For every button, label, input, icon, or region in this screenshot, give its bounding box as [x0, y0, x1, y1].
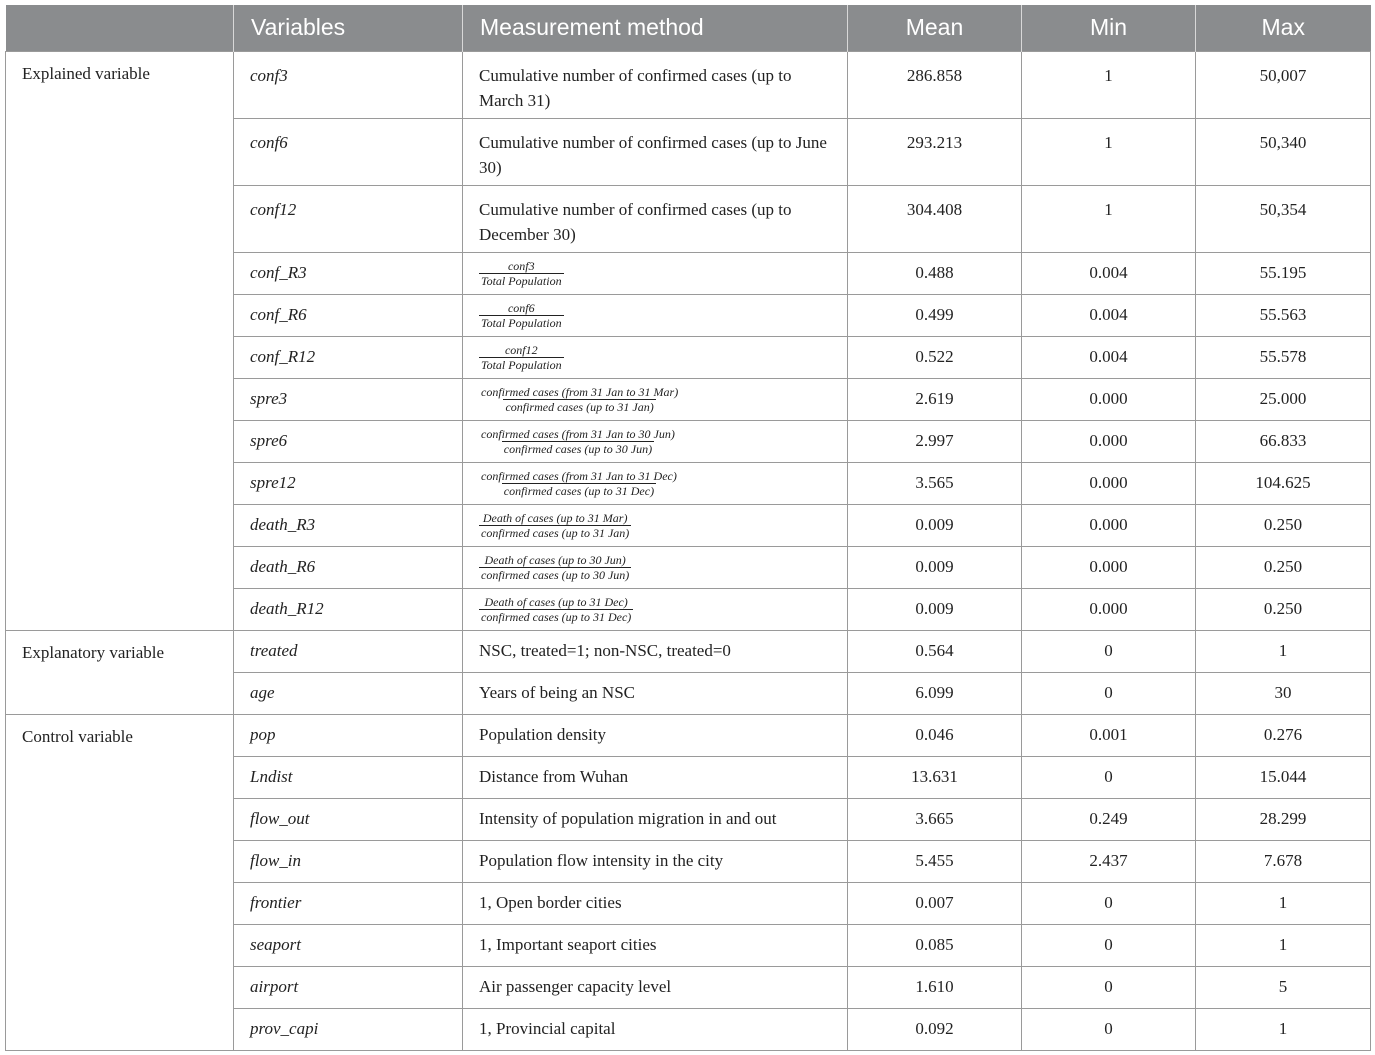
min-value: 0.001	[1022, 714, 1196, 756]
fraction-numerator: Death of cases (up to 31 Mar)	[482, 510, 628, 525]
fraction-denominator: confirmed cases (up to 31 Dec)	[503, 483, 655, 498]
max-value: 66.833	[1196, 420, 1371, 462]
variable-name: death_R3	[234, 504, 463, 546]
max-value: 1	[1196, 924, 1371, 966]
fraction-denominator: confirmed cases (up to 31 Dec)	[481, 609, 632, 624]
variable-name: death_R12	[234, 588, 463, 630]
variable-name: conf_R12	[234, 336, 463, 378]
variable-name: frontier	[234, 882, 463, 924]
min-value: 0.000	[1022, 420, 1196, 462]
measurement-method	[463, 294, 848, 336]
mean-value: 1.610	[848, 966, 1022, 1008]
measurement-method: Cumulative number of confirmed cases (up to March 31)	[463, 51, 848, 118]
max-value: 1	[1196, 630, 1371, 672]
mean-value: 0.564	[848, 630, 1022, 672]
mean-value: 13.631	[848, 756, 1022, 798]
measurement-method: 1, Provincial capital	[463, 1008, 848, 1050]
measurement-method: Distance from Wuhan	[463, 756, 848, 798]
min-value: 0	[1022, 630, 1196, 672]
measurement-method: Population density	[463, 714, 848, 756]
max-value: 28.299	[1196, 798, 1371, 840]
max-value: 1	[1196, 1008, 1371, 1050]
max-value: 1	[1196, 882, 1371, 924]
fraction-numerator: conf12	[504, 342, 538, 357]
mean-value: 3.565	[848, 462, 1022, 504]
mean-value: 0.092	[848, 1008, 1022, 1050]
min-value: 0	[1022, 966, 1196, 1008]
max-value: 0.276	[1196, 714, 1371, 756]
variable-name: Lndist	[234, 756, 463, 798]
variable-name: spre6	[234, 420, 463, 462]
measurement-method	[463, 336, 848, 378]
measurement-method: Air passenger capacity level	[463, 966, 848, 1008]
min-value: 0.004	[1022, 336, 1196, 378]
variable-name: conf_R3	[234, 252, 463, 294]
variable-name: flow_in	[234, 840, 463, 882]
mean-value: 5.455	[848, 840, 1022, 882]
measurement-method	[463, 546, 848, 588]
measurement-method	[463, 462, 848, 504]
variable-name: death_R6	[234, 546, 463, 588]
mean-value: 6.099	[848, 672, 1022, 714]
max-value: 104.625	[1196, 462, 1371, 504]
fraction	[479, 427, 677, 456]
min-value: 2.437	[1022, 840, 1196, 882]
mean-value: 2.997	[848, 420, 1022, 462]
table-row	[6, 51, 1371, 118]
min-value: 1	[1022, 118, 1196, 185]
variable-name: age	[234, 672, 463, 714]
fraction-numerator: conf3	[507, 258, 535, 273]
fraction-denominator: confirmed cases (up to 31 Jan)	[505, 399, 654, 414]
mean-value: 0.009	[848, 504, 1022, 546]
fraction-numerator: Death of cases (up to 31 Dec)	[484, 594, 628, 609]
fraction-numerator: confirmed cases (from 31 Jan to 30 Jun)	[481, 426, 675, 441]
fraction	[479, 511, 631, 540]
variable-name: conf6	[234, 118, 463, 185]
variable-name: spre3	[234, 378, 463, 420]
fraction-numerator: confirmed cases (from 31 Jan to 31 Dec)	[481, 468, 677, 483]
variable-name: flow_out	[234, 798, 463, 840]
max-value: 50,354	[1196, 185, 1371, 252]
min-value: 0.249	[1022, 798, 1196, 840]
variable-name: prov_capi	[234, 1008, 463, 1050]
mean-value: 0.046	[848, 714, 1022, 756]
mean-value: 293.213	[848, 118, 1022, 185]
measurement-method: Population flow intensity in the city	[463, 840, 848, 882]
mean-value: 3.665	[848, 798, 1022, 840]
variable-name: conf3	[234, 51, 463, 118]
mean-value: 0.522	[848, 336, 1022, 378]
max-value: 25.000	[1196, 378, 1371, 420]
measurement-method: 1, Open border cities	[463, 882, 848, 924]
max-value: 55.578	[1196, 336, 1371, 378]
variable-name: treated	[234, 630, 463, 672]
mean-value: 0.007	[848, 882, 1022, 924]
max-value: 0.250	[1196, 588, 1371, 630]
max-value: 50,007	[1196, 51, 1371, 118]
measurement-method: Cumulative number of confirmed cases (up to December 30)	[463, 185, 848, 252]
mean-value: 0.009	[848, 588, 1022, 630]
measurement-method: 1, Important seaport cities	[463, 924, 848, 966]
fraction-denominator: Total Population	[481, 357, 562, 372]
fraction-numerator: Death of cases (up to 30 Jun)	[484, 552, 626, 567]
min-value: 0	[1022, 672, 1196, 714]
measurement-method: Cumulative number of confirmed cases (up to June 30)	[463, 118, 848, 185]
min-value: 0	[1022, 1008, 1196, 1050]
table-row	[6, 630, 1371, 672]
header-mean: Mean	[848, 5, 1022, 51]
variable-name: pop	[234, 714, 463, 756]
fraction	[479, 343, 564, 372]
min-value: 0.000	[1022, 546, 1196, 588]
variable-name: conf_R6	[234, 294, 463, 336]
max-value: 5	[1196, 966, 1371, 1008]
table-row	[6, 714, 1371, 756]
variable-name: seaport	[234, 924, 463, 966]
fraction	[479, 385, 680, 414]
measurement-method	[463, 588, 848, 630]
max-value: 30	[1196, 672, 1371, 714]
min-value: 0	[1022, 756, 1196, 798]
header-group	[6, 5, 234, 51]
min-value: 0.004	[1022, 294, 1196, 336]
min-value: 0	[1022, 924, 1196, 966]
header-row	[6, 5, 1371, 51]
mean-value: 286.858	[848, 51, 1022, 118]
variable-name: airport	[234, 966, 463, 1008]
measurement-method	[463, 252, 848, 294]
fraction	[479, 301, 564, 330]
fraction-numerator: confirmed cases (from 31 Jan to 31 Mar)	[481, 384, 679, 399]
header-measurement-method: Measurement method	[463, 5, 848, 51]
max-value: 55.195	[1196, 252, 1371, 294]
max-value: 0.250	[1196, 546, 1371, 588]
group-control: Control variable	[6, 714, 234, 1050]
variable-name: conf12	[234, 185, 463, 252]
max-value: 15.044	[1196, 756, 1371, 798]
fraction	[479, 469, 679, 498]
group-explained: Explained variable	[6, 51, 234, 630]
min-value: 0.000	[1022, 588, 1196, 630]
measurement-method	[463, 420, 848, 462]
min-value: 0.004	[1022, 252, 1196, 294]
measurement-method	[463, 378, 848, 420]
descriptive-statistics-table	[5, 5, 1371, 1051]
header-variables: Variables	[234, 5, 463, 51]
max-value: 7.678	[1196, 840, 1371, 882]
measurement-method: Years of being an NSC	[463, 672, 848, 714]
variable-name: spre12	[234, 462, 463, 504]
mean-value: 304.408	[848, 185, 1022, 252]
measurement-method: NSC, treated=1; non-NSC, treated=0	[463, 630, 848, 672]
max-value: 55.563	[1196, 294, 1371, 336]
fraction	[479, 259, 564, 288]
max-value: 0.250	[1196, 504, 1371, 546]
mean-value: 0.488	[848, 252, 1022, 294]
fraction-denominator: Total Population	[481, 315, 562, 330]
header-max: Max	[1196, 5, 1371, 51]
mean-value: 0.085	[848, 924, 1022, 966]
mean-value: 0.499	[848, 294, 1022, 336]
min-value: 1	[1022, 51, 1196, 118]
header-min: Min	[1022, 5, 1196, 51]
mean-value: 0.009	[848, 546, 1022, 588]
fraction	[479, 595, 633, 624]
fraction-denominator: confirmed cases (up to 30 Jun)	[503, 441, 653, 456]
min-value: 0.000	[1022, 378, 1196, 420]
fraction-denominator: confirmed cases (up to 31 Jan)	[481, 525, 630, 540]
fraction-denominator: Total Population	[481, 273, 562, 288]
max-value: 50,340	[1196, 118, 1371, 185]
mean-value: 2.619	[848, 378, 1022, 420]
min-value: 0.000	[1022, 504, 1196, 546]
min-value: 1	[1022, 185, 1196, 252]
min-value: 0	[1022, 882, 1196, 924]
measurement-method: Intensity of population migration in and out	[463, 798, 848, 840]
fraction-numerator: conf6	[507, 300, 535, 315]
fraction-denominator: confirmed cases (up to 30 Jun)	[481, 567, 630, 582]
fraction	[479, 553, 631, 582]
measurement-method	[463, 504, 848, 546]
min-value: 0.000	[1022, 462, 1196, 504]
group-explanatory: Explanatory variable	[6, 630, 234, 714]
